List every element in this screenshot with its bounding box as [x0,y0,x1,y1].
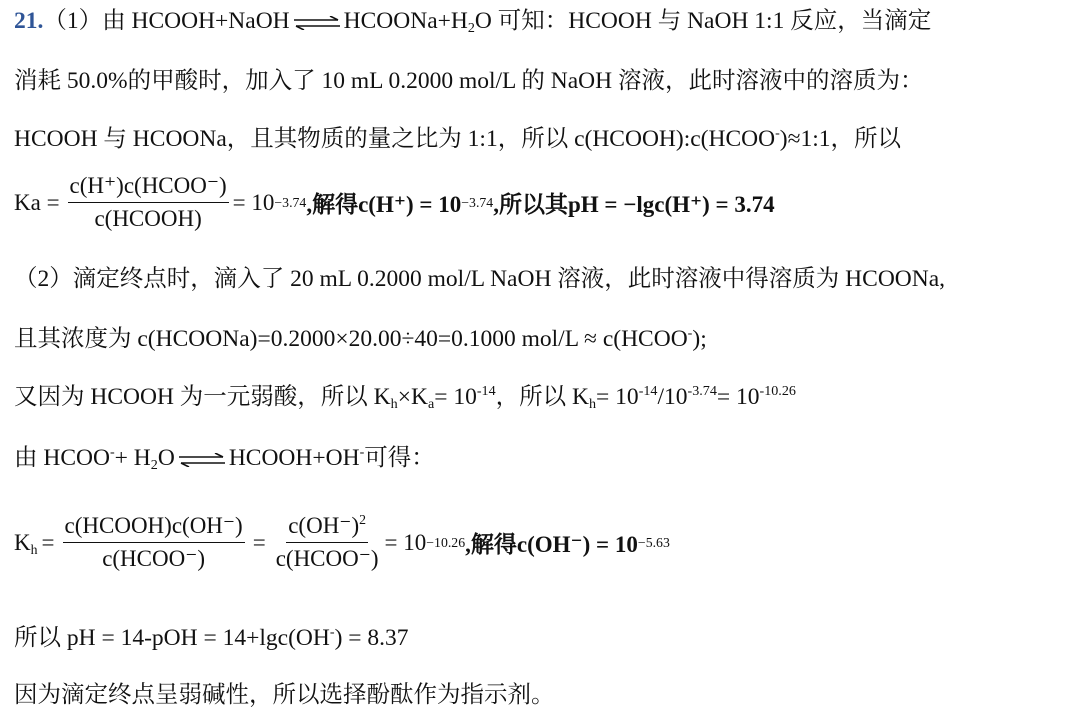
ka-formula: Ka = $\frac{\text{c(H⁺)c(HCOO⁻)}}{\text{c(HCOOH)}}$ = 10 −3.74 ,解得c(H⁺) = 10 −3.74 ,所以其pH = −lgc(H⁺) = 3.74 [14,173,775,231]
part2-line-3: 又因为 HCOOH 为一元弱酸，所以 $K_h\times K_a= 10^{-14}$，所以 $K_h= 10^{-14}/10^{-3.74}= 10^{-10.26}$ [14,382,796,413]
equilibrium-arrow-icon [294,16,340,30]
part1-head: （1）由 HCOOH+NaOH [43,8,290,34]
line-2: 消耗 50.0%的甲酸时，加入了 10 mL 0.2000 mol/L 的 NaOH 溶液，此时溶液中的溶质为： [14,68,924,94]
kh-formula: $K_h$ = $\frac{\text{c(HCOOH)c(OH⁻)}}{\text{c(HCOO⁻)}}$ = $\frac{c(OH^-)^2}{\text{c(HCOO⁻)}}$ = 10 −10.26 ,解得c(OH⁻) = 10 −5.63 [14,512,670,571]
conclusion-line: 因为滴定终点呈弱碱性，所以选择酚酞作为指示剂。 [14,682,555,708]
line-3: HCOOH 与 HCOONa，且其物质的量之比为 1:1，所以 c(HCOOH):c(HCOO-)≈1:1，所以 [14,124,902,152]
kh-numerator-1: c(HCOOH)c(OH⁻) [63,513,245,543]
kh-numerator-2: $c(OH^-)^2$ [286,513,368,543]
ka-numerator: c(H⁺)c(HCOO⁻) [68,173,229,203]
kh-fraction-1 [63,513,245,572]
kh-lhs: $K_h$ [14,529,38,557]
kh-denominator-2: c(HCOO⁻) [275,546,379,571]
kh-fraction-2 [274,513,381,572]
equilibrium-arrow-icon [179,453,225,467]
ka-lhs: Ka = [14,189,60,215]
ka-denominator: c(HCOOH) [94,206,202,231]
line-1: 21.（1）由 HCOOH+NaOH $HCOONa+H_2O$ 可知：HCOOH 与 NaOH 1:1 反应，当滴定 [14,8,932,37]
ka-fraction [68,173,229,232]
part2-line-1: （2）滴定终点时，滴入了 20 mL 0.2000 mol/L NaOH 溶液，此时溶液中得溶质为 HCOONa, [14,266,946,292]
question-number: 21. [14,8,44,34]
ph-line: 所以 pH = 14-pOH = 14+lgc(OH-) = 8.37 [14,623,409,651]
part2-line-2: 且其浓度为 c(HCOONa)=0.2000×20.00÷40=0.1000 mol/L ≈ c(HCOO-); [14,324,707,352]
part2-line-4: 由 HCOO-+ $H_2O$ HCOOH+OH-可得： [14,443,435,474]
kh-denominator-1: c(HCOO⁻) [102,546,206,571]
